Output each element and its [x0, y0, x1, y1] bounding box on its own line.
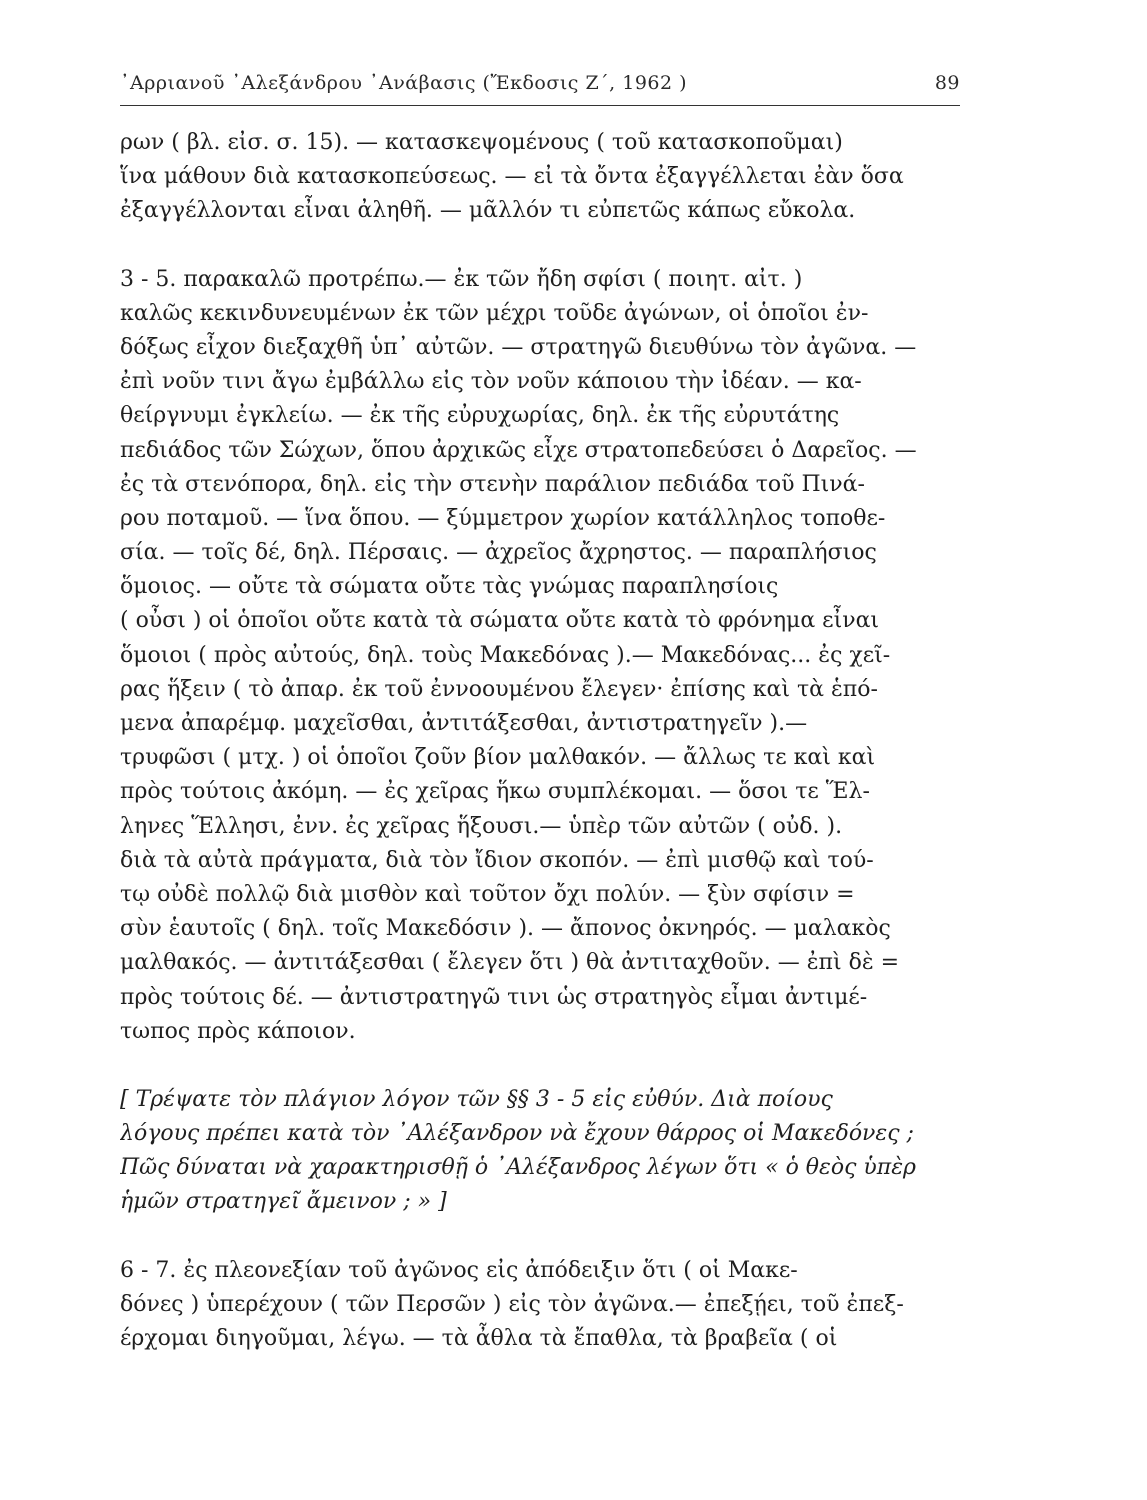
paragraph-gap	[120, 1049, 960, 1083]
text-line: μαλθακός. — ἀντιτάξεσθαι ( ἔλεγεν ὅτι ) θὰ ἀντιταχθοῦν. — ἐπὶ δὲ =	[120, 950, 900, 976]
text-line: ἵνα μάθουν διὰ κατασκοπεύσεως. — εἰ τὰ ὄντα ἐξαγγέλλεται ἐὰν ὅσα	[120, 164, 904, 190]
text-line: τῳ οὐδὲ πολλῷ διὰ μισθὸν καὶ τοῦτον ὄχι πολύν. — ξὺν σφίσιν =	[120, 881, 855, 907]
text-line: θείργνυμι ἐγκλείω. — ἐκ τῆς εὐρυχωρίας, δηλ. ἐκ τῆς εὐρυτάτης	[120, 403, 840, 429]
text-line: καλῶς κεκινδυνευμένων ἐκ τῶν μέχρι τοῦδε ἀγώνων, οἱ ὁποῖοι ἐν-	[120, 300, 869, 326]
text-line: τρυφῶσι ( μτχ. ) οἱ ὁποῖοι ζοῦν βίον μαλθακόν. — ἄλλως τε καὶ καὶ	[120, 745, 876, 771]
paragraph-gap	[120, 229, 960, 263]
text-line: ἐς τὰ στενόπορα, δηλ. εἰς τὴν στενὴν παράλιον πεδιάδα τοῦ Πινά-	[120, 471, 865, 497]
text-line: σὺν ἑαυτοῖς ( δηλ. τοῖς Μακεδόσιν ). — ἄπονος ὀκνηρός. — μαλακὸς	[120, 916, 891, 942]
text-line: πρὸς τούτοις δέ. — ἀντιστρατηγῶ τινι ὡς στρατηγὸς εἶμαι ἀντιμέ-	[120, 984, 868, 1010]
running-title: ᾿Αρριανοῦ ᾿Αλεξάνδρου ᾿Ανάβασις (Ἔκδοσις Ζ΄, 1962 )	[120, 72, 688, 94]
exercise-line: [ Τρέψατε τὸν πλάγιον λόγον τῶν §§ 3 - 5 εἰς εὐθύν. Διὰ ποίους	[120, 1086, 833, 1112]
page-number: 89	[934, 72, 960, 94]
text-line: 3 - 5. παρακαλῶ προτρέπω.— ἐκ τῶν ἤδη σφίσι ( ποιητ. αἰτ. )	[120, 266, 803, 292]
paragraph-gap	[120, 1220, 960, 1254]
text-line: μενα ἀπαρέμφ. μαχεῖσθαι, ἀντιτάξεσθαι, ἀντιστρατηγεῖν ).—	[120, 711, 808, 736]
text-line: ρας ἥξειν ( τὸ ἀπαρ. ἐκ τοῦ ἐννοουμένου ἔλεγεν· ἐπίσης καὶ τὰ ἑπό-	[120, 676, 878, 702]
text-line: 6 - 7. ἐς πλεονεξίαν τοῦ ἀγῶνος εἰς ἀπόδειξιν ὅτι ( οἱ Μακε-	[120, 1257, 798, 1283]
exercise-line: λόγους πρέπει κατὰ τὸν ᾿Αλέξανδρον νὰ ἔχουν θάρρος οἱ Μακεδόνες ;	[120, 1121, 914, 1147]
text-line: ἐξαγγέλλονται εἶναι ἀληθῆ. — μᾶλλόν τι εὐπετῶς κάπως εὔκολα.	[120, 198, 856, 224]
running-header	[120, 72, 960, 94]
text-line: πρὸς τούτοις ἀκόμη. — ἐς χεῖρας ἥκω συμπλέκομαι. — ὅσοι τε Ἕλ-	[120, 779, 870, 805]
text-line: ἐπὶ νοῦν τινι ἄγω ἐμβάλλω εἰς τὸν νοῦν κάποιου τὴν ἰδέαν. — κα-	[120, 369, 862, 395]
text-line: ὅμοιος. — οὔτε τὰ σώματα οὔτε τὰς γνώμας παραπλησίοις	[120, 574, 779, 600]
text-line: ρων ( βλ. εἰσ. σ. 15). — κατασκεψομένους ( τοῦ κατασκοποῦμαι)	[120, 130, 843, 155]
text-line: ληνες Ἕλλησι, ἐνν. ἐς χεῖρας ἥξουσι.— ὑπὲρ τῶν αὐτῶν ( οὐδ. ).	[120, 813, 843, 839]
text-line: έρχομαι διηγοῦμαι, λέγω. — τὰ ἆθλα τὰ ἔπαθλα, τὰ βραβεῖα ( οἱ	[120, 1326, 838, 1351]
text-line: σία. — τοῖς δέ, δηλ. Πέρσαις. — ἀχρεῖος ἄχρηστος. — παραπλήσιος	[120, 540, 877, 566]
text-line: πεδιάδος τῶν Σώχων, ὅπου ἀρχικῶς εἶχε στρατοπεδεύσει ὁ Δαρεῖος. —	[120, 437, 917, 463]
text-line: ὅμοιοι ( πρὸς αὐτούς, δηλ. τοὺς Μακεδόνας ).— Μακεδόνας... ἐς χεῖ-	[120, 642, 891, 668]
text-line: δόνες ) ὑπερέχουν ( τῶν Περσῶν ) εἰς τὸν ἀγῶνα.— ἐπεξῄει, τοῦ ἐπεξ-	[120, 1291, 904, 1317]
header-rule	[120, 105, 960, 106]
text-line: ρου ποταμοῦ. — ἵνα ὅπου. — ξύμμετρον χωρίον κατάλληλος τοποθε-	[120, 505, 886, 531]
exercise-line: Πῶς δύναται νὰ χαρακτηρισθῇ ὁ ᾿Αλέξανδρος λέγων ὅτι « ὁ θεὸς ὑπὲρ	[120, 1155, 916, 1181]
exercise-line: ἡμῶν στρατηγεῖ ἄμεινον ; » ]	[120, 1189, 447, 1215]
text-line: τωπος πρὸς κάποιον.	[120, 1018, 356, 1044]
text-line: δόξως εἶχον διεξαχθῆ ὑπ᾿ αὐτῶν. — στρατηγῶ διευθύνω τὸν ἀγῶνα. —	[120, 334, 917, 360]
text-line: ( οὖσι ) οἱ ὁποῖοι οὔτε κατὰ τὰ σώματα οὔτε κατὰ τὸ φρόνημα εἶναι	[120, 608, 880, 634]
text-line: διὰ τὰ αὐτὰ πράγματα, διὰ τὸν ἴδιον σκοπόν. — ἐπὶ μισθῷ καὶ τού-	[120, 847, 874, 873]
commentary-text	[120, 126, 960, 1356]
